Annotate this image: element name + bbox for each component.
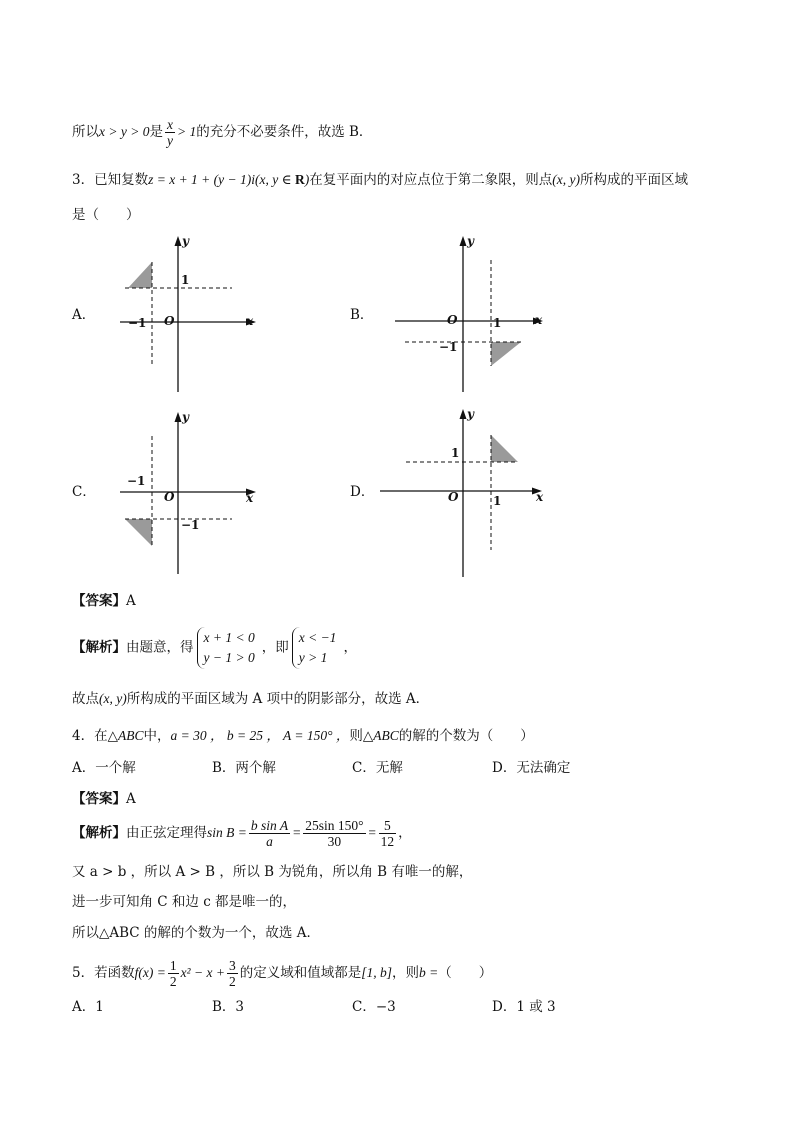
analysis-3-line-1 (72, 627, 357, 669)
text: 的定义域和值域都是 (239, 965, 362, 981)
y-label: y (467, 407, 474, 421)
q4-option-a: A．一个解 (72, 760, 136, 776)
text: 中， (143, 728, 171, 744)
y-label: y (182, 410, 189, 424)
math-real-set: R (295, 172, 305, 187)
math-complex: z = x + 1 + (y − 1)i(x, y ∈ (148, 172, 295, 187)
analysis-3-line-2 (72, 689, 429, 709)
question-4 (72, 726, 534, 746)
shaded-region (128, 262, 152, 288)
q5-option-b: B．3 (212, 999, 245, 1015)
text: 5．若函数 (72, 965, 135, 981)
question-3-line-1 (72, 170, 688, 190)
y-arrow-icon (460, 409, 467, 419)
q4-option-c: C．无解 (352, 760, 403, 776)
equation: x + 1 < 0 (203, 630, 255, 645)
tick-label-1-x: 1 (493, 494, 502, 508)
y-arrow-icon (175, 236, 182, 246)
text: 由正弦定理得 (126, 825, 207, 841)
q4-option-b: B．两个解 (212, 760, 276, 776)
fraction (168, 958, 179, 989)
denominator: 2 (228, 974, 236, 989)
tick-label-neg1-y: −1 (181, 518, 200, 532)
math-triangle: ABC (117, 728, 144, 743)
shaded-region (491, 435, 518, 462)
text: 所构成的平面区域为 A 项中的阴影部分，故选 A． (126, 691, 430, 707)
text: （ ） (438, 965, 493, 981)
math-triangle: ABC (373, 728, 399, 743)
tick-label-neg1-x: −1 (127, 474, 146, 488)
math-text: sin B = (207, 825, 247, 840)
math-interval: [1, b] (361, 965, 392, 980)
y-label: y (182, 234, 189, 248)
x-label: x (535, 313, 543, 327)
analysis-4-line-1 (72, 818, 412, 849)
denominator: 2 (169, 974, 177, 989)
equation-system-2 (292, 627, 341, 669)
answer-tag: 【答案】 (72, 791, 126, 807)
denominator: 30 (327, 834, 342, 849)
numerator: 25sin 150° (305, 818, 364, 833)
tick-label-neg1: −1 (439, 340, 458, 354)
text: 是（ ） (72, 207, 140, 223)
shaded-region (125, 519, 152, 546)
text: 在复平面内的对应点位于第二象限，则点 (309, 172, 553, 188)
numerator: 3 (228, 958, 236, 973)
fraction (249, 818, 290, 849)
equation: y > 1 (298, 650, 328, 665)
text: 3．已知复数 (72, 172, 149, 188)
q5-option-c: C．−3 (352, 999, 396, 1015)
math-text: ) (304, 172, 310, 187)
option-label-b: B． (350, 307, 374, 323)
text: 4．在△ (72, 728, 118, 744)
numerator: b sin A (250, 818, 289, 833)
question-3-line-2 (72, 205, 140, 225)
y-label: y (467, 234, 474, 248)
tick-label-neg1: −1 (128, 316, 147, 330)
math-values: a = 30 ， b = 25 ， A = 150° ， (170, 728, 350, 743)
text: 由题意，得 (126, 639, 194, 656)
q5-option-a: A．1 (72, 999, 104, 1015)
answer-4 (72, 789, 136, 809)
fraction (303, 818, 365, 849)
question-5 (72, 958, 492, 989)
text: ， (343, 639, 357, 656)
answer-3 (72, 591, 136, 611)
text: 所构成的平面区域 (579, 172, 688, 188)
text: 的解的个数为（ ） (398, 728, 534, 744)
math-text: > 1 (176, 124, 197, 139)
denominator: y (166, 133, 173, 148)
analysis-tag: 【解析】 (72, 639, 126, 656)
q4-option-d: D．无法确定 (492, 760, 571, 776)
x-label: x (246, 491, 254, 505)
origin-label: O (164, 314, 175, 328)
numerator: 1 (169, 958, 177, 973)
math-text: = (292, 825, 302, 840)
fraction (227, 958, 238, 989)
text: 则△ (349, 728, 374, 744)
x-label: x (246, 314, 254, 328)
equation: y − 1 > 0 (203, 650, 255, 665)
graph-c (100, 408, 270, 578)
conclusion-line-q2 (72, 117, 372, 148)
fraction (379, 818, 397, 849)
answer-value: A (126, 593, 136, 609)
y-arrow-icon (460, 236, 467, 246)
graph-b (385, 232, 555, 397)
shaded-region (491, 342, 521, 366)
math-text: = (367, 825, 377, 840)
analysis-4-line-2: 又 a > b ，所以 A > B ，所以 B 为锐角，所以角 B 有唯一的解， (72, 864, 473, 880)
origin-label: O (447, 313, 458, 327)
fraction-x-over-y (165, 117, 175, 148)
tick-label-1: 1 (493, 316, 502, 330)
option-label-a: A． (72, 307, 96, 323)
option-label-c: C． (72, 484, 96, 500)
x-label: x (536, 490, 544, 504)
math-point: (x, y) (552, 172, 580, 187)
tick-label-1: 1 (181, 273, 190, 287)
q5-option-d: D．1 或 3 (492, 999, 556, 1015)
graph-a (100, 232, 270, 397)
equation: x < −1 (298, 630, 337, 645)
y-arrow-icon (175, 412, 182, 422)
denominator: 12 (380, 834, 395, 849)
text: 故点 (72, 691, 99, 707)
text: ，即 (261, 639, 289, 656)
math-inequality: x > y > 0 (99, 124, 150, 139)
graph-d (370, 405, 555, 580)
option-label-d: D． (350, 484, 375, 500)
analysis-4-line-3: 进一步可知角 C 和边 c 都是唯一的， (72, 894, 297, 910)
tick-label-1-y: 1 (451, 446, 460, 460)
equation-system-1 (197, 627, 259, 669)
text: 的充分不必要条件，故选 B． (196, 124, 373, 140)
analysis-tag: 【解析】 (72, 825, 126, 841)
denominator: a (266, 834, 273, 849)
text: ，则 (391, 965, 419, 981)
text: 所以 (72, 124, 99, 140)
answer-value: A (126, 791, 136, 807)
math-point: (x, y) (99, 691, 127, 706)
text: ， (398, 825, 412, 841)
analysis-4-line-4: 所以△ABC 的解的个数为一个，故选 A． (72, 925, 320, 941)
origin-label: O (448, 490, 459, 504)
answer-tag: 【答案】 (72, 593, 126, 609)
math-text: b = (418, 965, 439, 980)
numerator: x (166, 117, 173, 132)
math-text: f(x) = (134, 965, 166, 980)
text: 是 (149, 124, 163, 140)
math-text: x² − x + (180, 965, 225, 980)
numerator: 5 (379, 818, 397, 834)
origin-label: O (164, 490, 175, 504)
